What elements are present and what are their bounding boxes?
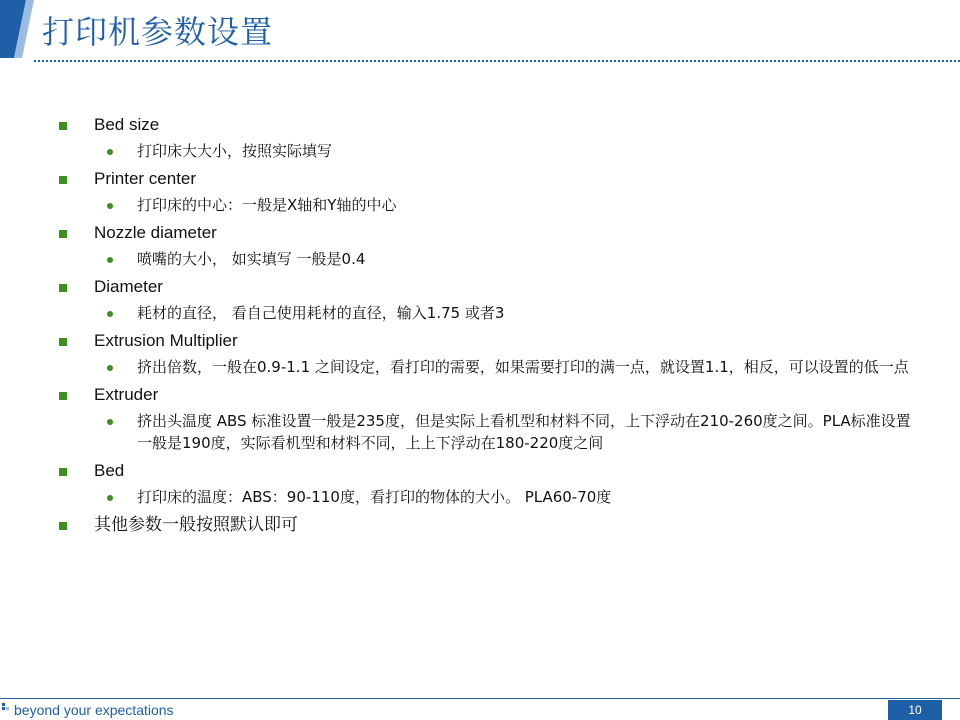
list-item: [56, 220, 916, 270]
slide-body: [56, 108, 916, 538]
footer-tagline: beyond your expectations: [14, 702, 174, 718]
square-bullet-icon: [59, 392, 67, 400]
square-bullet-icon: [59, 522, 67, 530]
dot-bullet-icon: [107, 311, 113, 317]
bullet-level-2: [56, 356, 916, 378]
square-bullet-icon: [59, 468, 67, 476]
bullet-level-1: [56, 382, 916, 408]
dot-bullet-icon: [107, 365, 113, 371]
bullet-level-1: [56, 458, 916, 484]
item-detail: 打印床的温度：ABS：90-110度，看打印的物体的大小。 PLA60-70度: [137, 488, 612, 506]
list-item: [56, 458, 916, 508]
item-label: Extruder: [94, 385, 159, 404]
page-number: 10: [888, 700, 942, 720]
bullet-level-2: [56, 248, 916, 270]
square-bullet-icon: [59, 230, 67, 238]
bullet-level-2: [56, 410, 916, 454]
item-label: Extrusion Multiplier: [94, 331, 238, 350]
title-divider: [34, 60, 960, 62]
bullet-level-2: [56, 302, 916, 324]
bullet-level-2: [56, 486, 916, 508]
dot-bullet-icon: [107, 495, 113, 501]
bullet-level-1: [56, 328, 916, 354]
item-label: Bed: [94, 461, 125, 480]
list-item: [56, 512, 916, 538]
square-bullet-icon: [59, 122, 67, 130]
square-bullet-icon: [59, 284, 67, 292]
item-detail: 打印床大大小，按照实际填写: [137, 142, 333, 160]
bullet-level-1: [56, 274, 916, 300]
item-label: 其他参数一般按照默认即可: [94, 515, 298, 535]
list-item: [56, 328, 916, 378]
item-detail: 挤出倍数，一般在0.9-1.1 之间设定，看打印的需要，如果需要打印的满一点，就设置1.1，相反，可以设置的低一点: [137, 358, 909, 376]
dot-bullet-icon: [107, 419, 113, 425]
item-detail: 挤出头温度 ABS 标准设置一般是235度，但是实际上看机型和材料不同，上下浮动在210-260度之间。PLA标准设置一般是190度，实际看机型和材料不同，上上下浮动在180-220度之间: [137, 412, 911, 452]
square-bullet-icon: [59, 338, 67, 346]
bullet-level-1: [56, 166, 916, 192]
dot-bullet-icon: [107, 203, 113, 209]
item-label: Diameter: [94, 277, 163, 296]
bullet-level-1: [56, 112, 916, 138]
item-detail: 耗材的直径， 看自己使用耗材的直径，输入1.75 或者3: [137, 304, 505, 322]
list-item: [56, 166, 916, 216]
item-label: Nozzle diameter: [94, 223, 217, 242]
footer-divider: [0, 698, 960, 699]
list-item: [56, 382, 916, 454]
item-detail: 打印床的中心：一般是X轴和Y轴的中心: [137, 196, 397, 214]
item-detail: 喷嘴的大小， 如实填写 一般是0.4: [137, 250, 366, 268]
list-item: [56, 112, 916, 162]
bullet-level-1: [56, 512, 916, 538]
item-label: Printer center: [94, 169, 197, 188]
item-label: Bed size: [94, 115, 160, 134]
slide-title: 打印机参数设置: [42, 13, 274, 51]
bullet-level-1: [56, 220, 916, 246]
square-bullet-icon: [59, 176, 67, 184]
footer-dots-icon: [2, 703, 10, 713]
header-accent-bar: [0, 0, 34, 58]
dot-bullet-icon: [107, 257, 113, 263]
dot-bullet-icon: [107, 149, 113, 155]
bullet-level-2: [56, 194, 916, 216]
bullet-level-2: [56, 140, 916, 162]
list-item: [56, 274, 916, 324]
